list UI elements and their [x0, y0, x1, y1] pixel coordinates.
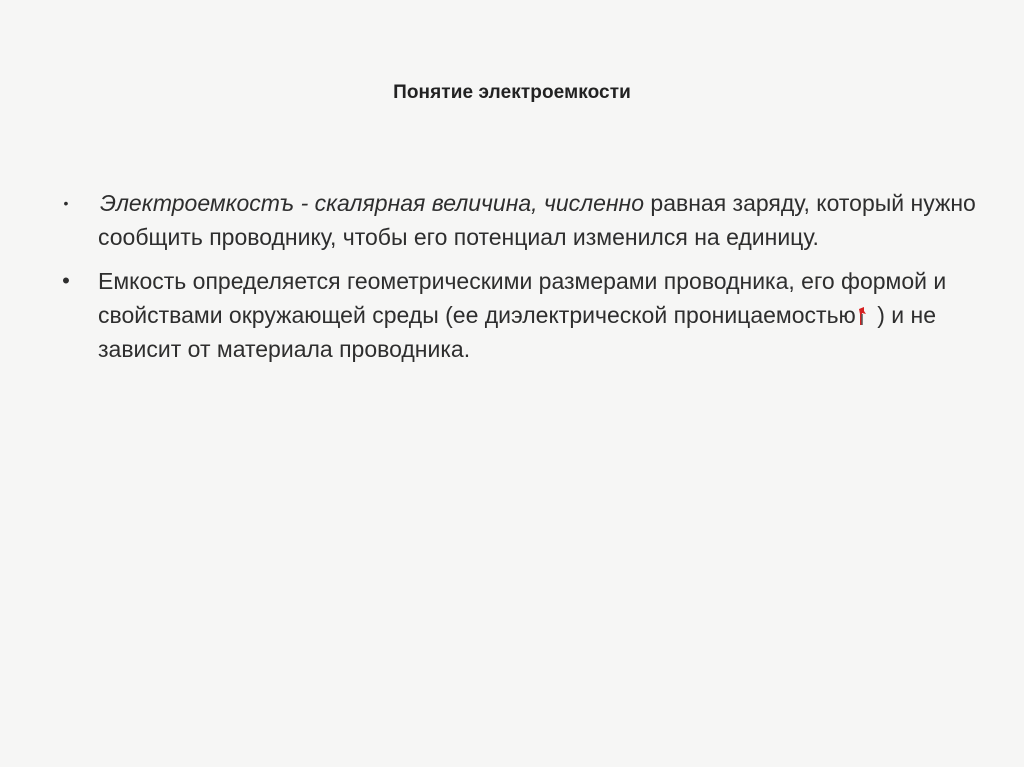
bullet-marker: • — [63, 195, 69, 211]
bullet-list — [56, 186, 986, 366]
definition-regular-text: равная заряду, который нужно сообщить проводнику, чтобы его потенциал изменился на единицу. — [98, 190, 976, 250]
definition-italic-text: Электроемкостъ - скалярная величина, численно — [100, 190, 645, 216]
bullet-item-dependence — [56, 264, 986, 366]
bullet-marker: • — [62, 268, 70, 293]
bullet-item-definition — [56, 186, 986, 254]
slide-title: Понятие электроемкости — [393, 82, 631, 103]
bullet-text — [98, 268, 946, 362]
dependence-text-after: ) и не зависит от материала проводника. — [98, 302, 936, 362]
bullet-text — [98, 190, 976, 250]
dependence-text-before: Емкость определяется геометрическими размерами проводника, его формой и свойствами окружающей среды (ее диэлектрической проницаемостью — [98, 268, 947, 328]
epsilon-symbol-icon — [856, 305, 868, 325]
